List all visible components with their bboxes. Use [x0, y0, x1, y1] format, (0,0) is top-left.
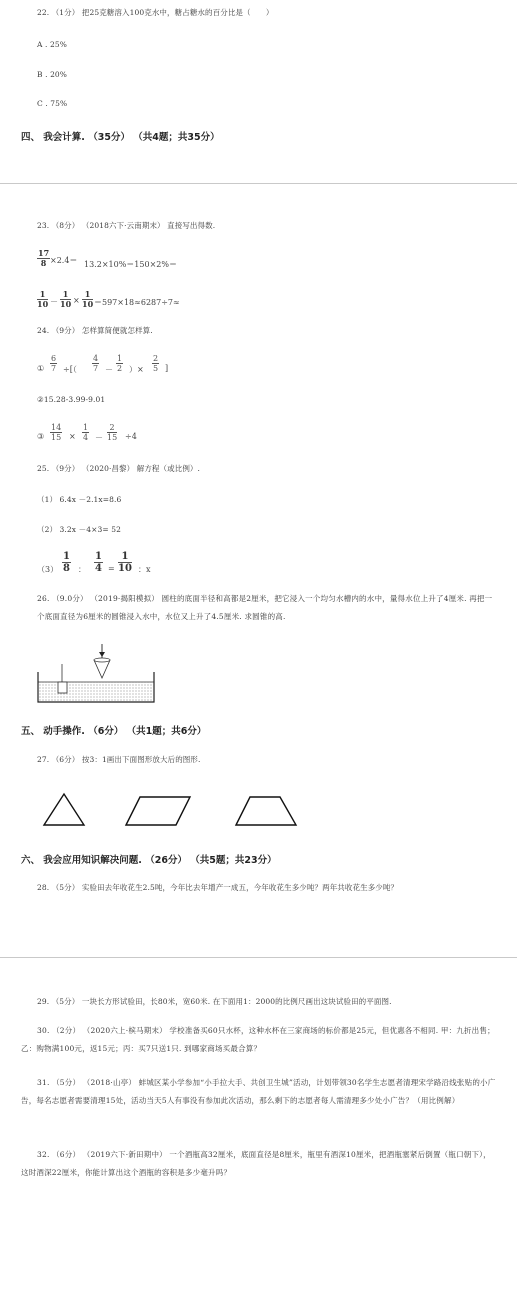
- section-5-title: 五、 动手操作. （6分） （共1题；共6分）: [21, 726, 207, 737]
- question-22-option-b: B . 20%: [37, 70, 68, 79]
- equals-sign: =: [108, 564, 115, 573]
- water-tank-diagram: [36, 642, 156, 704]
- fraction-6-7: 6 7: [51, 354, 57, 373]
- shapes-row: [40, 790, 330, 830]
- fraction-14-15: 14 15: [51, 423, 62, 442]
- minus-sign: －: [105, 365, 113, 374]
- times-sign: ×: [69, 432, 76, 441]
- question-30-text: 30. （2分） （2020六上·槟马期末） 学校准备买60只水杯，这种水杯在三家商场的标价都是25元，但优惠各不相同. 甲：九折出售；乙：购物满100元，返15元；丙：买7只送1只. 到哪家商场买最合算？: [21, 1026, 495, 1053]
- fraction-1-4: 1 4: [83, 423, 89, 442]
- section-6-title: 六、 我会应用知识解决问题. （26分） （共5题；共23分）: [21, 855, 277, 866]
- triangle-shape: [44, 794, 84, 825]
- close-bracket: ]: [165, 364, 169, 373]
- circled-3: ③: [37, 432, 45, 441]
- fraction-17-8: 17 8: [38, 248, 50, 268]
- fraction-1-10: 1 10: [60, 289, 72, 309]
- fraction-1-10: 1 10: [118, 551, 132, 574]
- q23-row1-part2: 13.2×10%＝150×2%＝: [84, 260, 177, 269]
- question-22-option-c: C . 75%: [37, 99, 68, 108]
- ratio-x: ：x: [138, 565, 151, 574]
- question-22-stem: 22. （1分） 把25克糖溶入100克水中，糖占糖水的百分比是（ ）: [37, 8, 274, 17]
- minus-sign: －: [50, 297, 58, 306]
- q23-row2-rest: ＝597×18≈6287÷7≈: [94, 298, 180, 307]
- fraction-4-7: 4 7: [93, 354, 99, 373]
- q25-eq3-label: （3）: [37, 565, 59, 574]
- ratio-sign: ：: [78, 565, 86, 574]
- fraction-1-8: 1 8: [63, 551, 70, 574]
- divide-bracket: ÷[（: [63, 365, 77, 374]
- question-27-stem: 27. （6分） 按3：1画出下面图形放大后的图形.: [37, 755, 201, 764]
- circled-1: ①: [37, 364, 45, 373]
- question-31-text: 31. （5分） （2018·山亭） 蚌城区某小学参加“小手拉大手、共创卫生城”活动，计划带领30名学生志愿者清理宋学路沿线张贴的小广告，每名志愿者需要清理15处，活动当天5人有事没有参加此次活动，那么剩下的志愿者每人需清理多少处小广告？（用比例解）: [21, 1078, 496, 1105]
- fraction-1-10: 1 10: [82, 289, 94, 309]
- cylinder-shape: [58, 682, 67, 693]
- page-divider: [0, 183, 517, 184]
- q25-equation-1: （1） 6.4x －2.1x=8.6: [37, 495, 122, 504]
- question-23-stem: 23. （8分） （2018六下·云南期末） 直接写出得数.: [37, 221, 216, 230]
- fraction-2-15: 2 15: [107, 423, 118, 442]
- times-sign: ×: [73, 296, 80, 305]
- fraction-1-2: 1 2: [117, 354, 123, 373]
- q25-equation-2: （2） 3.2x －4×3= 52: [37, 525, 121, 534]
- question-32-text: 32. （6分） （2019六下·新田期中） 一个酒瓶高32厘米，底面直径是8厘米，瓶里有酒深10厘米，把酒瓶塞紧后倒置（瓶口朝下），这时酒深22厘米，你能计算出这个酒瓶的容积是多少毫升吗？: [21, 1150, 491, 1177]
- parallelogram-shape: [126, 797, 190, 825]
- close-paren-times: ）×: [129, 365, 144, 374]
- fraction-2-5: 2 5: [153, 354, 159, 373]
- q23-row1-part1: ×2.4＝: [50, 256, 78, 265]
- fraction-1-4: 1 4: [95, 551, 102, 574]
- section-4-title: 四、 我会计算. （35分） （共4题；共35分）: [21, 132, 220, 143]
- water-fill: [38, 682, 154, 702]
- minus-sign: －: [95, 433, 103, 442]
- question-24-stem: 24. （9分） 怎样算简便就怎样算.: [37, 326, 153, 335]
- question-22-option-a: A . 25%: [37, 40, 67, 49]
- cone-shape: [94, 660, 110, 678]
- down-arrow-icon: [99, 652, 105, 657]
- question-26-text: 26. （9.0分） （2019·揭阳模拟） 圆柱的底面半径和高都是2厘米，把它浸入一个均匀水槽内的水中，量得水位上升了4厘米. 再把一个底面直径为6厘米的圆锥浸入水中，水位又上升了4.5厘米. 求圆锥的高.: [37, 594, 493, 621]
- question-29-text: 29. （5分） 一块长方形试验田，长80米，宽60米. 在下面用1：2000的比例尺画出这块试验田的平面图.: [37, 997, 392, 1006]
- question-28-text: 28. （5分） 实验田去年收花生2.5吨，今年比去年增产一成五，今年收花生多少吨？两年共收花生多少吨？: [37, 883, 399, 892]
- question-25-stem: 25. （9分） （2020·昌黎） 解方程（或比例）.: [37, 464, 201, 473]
- q24-expr-2: ②15.28-3.99-9.01: [37, 395, 106, 404]
- page-divider: [0, 957, 517, 958]
- trapezoid-shape: [236, 797, 296, 825]
- fraction-1-10: 1 10: [37, 289, 49, 309]
- divide-4: ÷4: [125, 432, 137, 441]
